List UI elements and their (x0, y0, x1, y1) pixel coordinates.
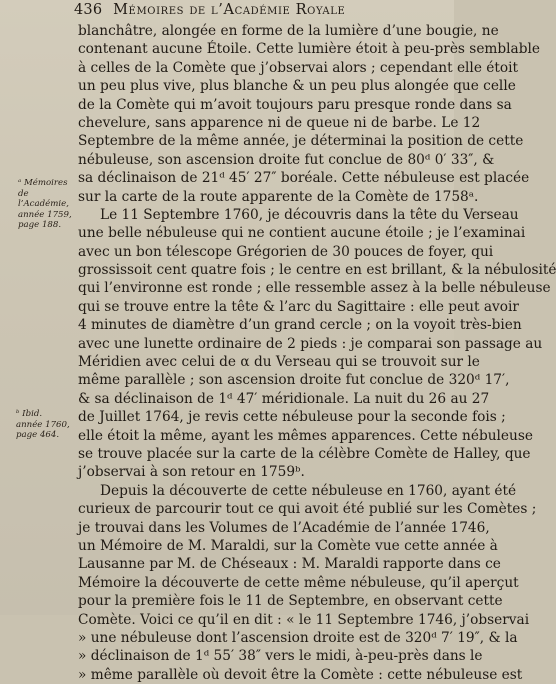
text-line: Depuis la découverte de cette nébuleuse en 1760, ayant été (100, 482, 517, 499)
page-number: 436 (74, 2, 103, 18)
text-line: » une nébuleuse dont l’ascension droite est de 320ᵈ 7′ 19″, & la (78, 629, 518, 646)
text-line: Mémoire la découverte de cette même nébuleuse, qu’il aperçut (78, 574, 519, 591)
margin-note-line: année 1759, (18, 209, 72, 220)
margin-note-line: ᵃ Mémoires (18, 178, 68, 188)
text-line: un peu plus vive, plus blanche & un peu plus alongée que celle (78, 78, 516, 95)
text-line: j’observai à son retour en 1759ᵇ. (78, 464, 305, 481)
text-line: » déclinaison de 1ᵈ 55′ 38″ vers le midi, à-peu-près dans le (78, 648, 483, 665)
text-line: je trouvai dans les Volumes de l’Académie de l’année 1746, (78, 519, 490, 536)
running-title: Mémoires de l’Académie Royale (113, 2, 346, 18)
margin-note-memoires (18, 178, 76, 231)
text-line: de Juillet 1764, je revis cette nébuleuse pour la seconde fois ; (78, 409, 506, 426)
text-line: chevelure, sans apparence ni de queue ni de barbe. Le 12 (78, 114, 481, 131)
text-line: à celles de la Comète que j’observai alors ; cependant elle étoit (78, 59, 518, 76)
margin-note-line: page 464. (16, 430, 60, 440)
text-line: avec une lunette ordinaire de 2 pieds : je comparai son passage au (78, 335, 543, 352)
text-line: se trouve placée sur la carte de la célèbre Comète de Halley, que (78, 445, 531, 462)
body-text (78, 22, 556, 684)
margin-note-line: de l’Académie, (18, 188, 69, 209)
margin-note-line: ᵇ Ibid. (16, 409, 43, 419)
text-line: une belle nébuleuse qui ne contient aucune étoile ; je l’examinai (78, 225, 526, 242)
text-line: 4 minutes de diamètre d’un grand cercle ; on la voyoit très-bien (78, 317, 522, 334)
text-line: qui se trouve entre la tête & l’arc du Sagittaire : elle peut avoir (78, 298, 519, 315)
text-line: blanchâtre, alongée en forme de la lumière d’une bougie, ne (78, 23, 499, 39)
text-line: de la Comète qui m’avoit toujours paru presque ronde dans sa (78, 96, 512, 113)
text-line: grossissoit cent quatre fois ; le centre en est brillant, & la nébulosité (78, 262, 556, 279)
text-line: pour la première fois le 11 de Septembre, en observant cette (78, 593, 503, 610)
text-line: un Mémoire de M. Maraldi, sur la Comète vue cette année à (78, 537, 498, 554)
text-line: Septembre de la même année, je déterminai la position de cette (78, 133, 524, 150)
text-line: curieux de parcourir tout ce qui avoit été publié sur les Comètes ; (78, 501, 537, 518)
text-line: nébuleuse, son ascension droite fut conclue de 80ᵈ 0′ 33″, & (78, 151, 495, 168)
text-line: avec un bon télescope Grégorien de 30 pouces de foyer, qui (78, 243, 494, 260)
text-line: même parallèle ; son ascension droite fut conclue de 320ᵈ 17′, (78, 372, 510, 389)
text-line: Méridien avec celui de α du Verseau qui se trouvoit sur le (78, 354, 480, 371)
text-line: Le 11 Septembre 1760, je découvris dans la tête du Verseau (100, 206, 519, 223)
text-line: » même parallèle où devoit être la Comète : cette nébuleuse est (78, 666, 523, 683)
text-line: Lausanne par M. de Chéseaux : M. Maraldi rapporte dans ce (78, 556, 501, 573)
margin-note-ibid (16, 409, 74, 441)
text-line: & sa déclinaison de 1ᵈ 47′ méridionale. La nuit du 26 au 27 (78, 390, 490, 407)
text-line: elle étoit la même, ayant les mêmes apparences. Cette nébuleuse (78, 427, 533, 444)
text-line: qui l’environne est ronde ; elle ressemble assez à la belle nébuleuse (78, 280, 551, 297)
text-line: contenant aucune Étoile. Cette lumière étoit à peu-près semblable (78, 41, 540, 58)
text-line: sa déclinaison de 21ᵈ 45′ 27″ boréale. Cette nébuleuse est placée (78, 170, 530, 187)
text-line: Comète. Voici ce qu’il en dit : « le 11 Septembre 1746, j’observai (78, 611, 530, 628)
margin-note-line: année 1760, (16, 419, 70, 430)
text-line: sur la carte de la route apparente de la Comète de 1758ᵃ. (78, 188, 479, 205)
margin-note-line: page 188. (18, 220, 62, 230)
running-header (74, 2, 452, 22)
